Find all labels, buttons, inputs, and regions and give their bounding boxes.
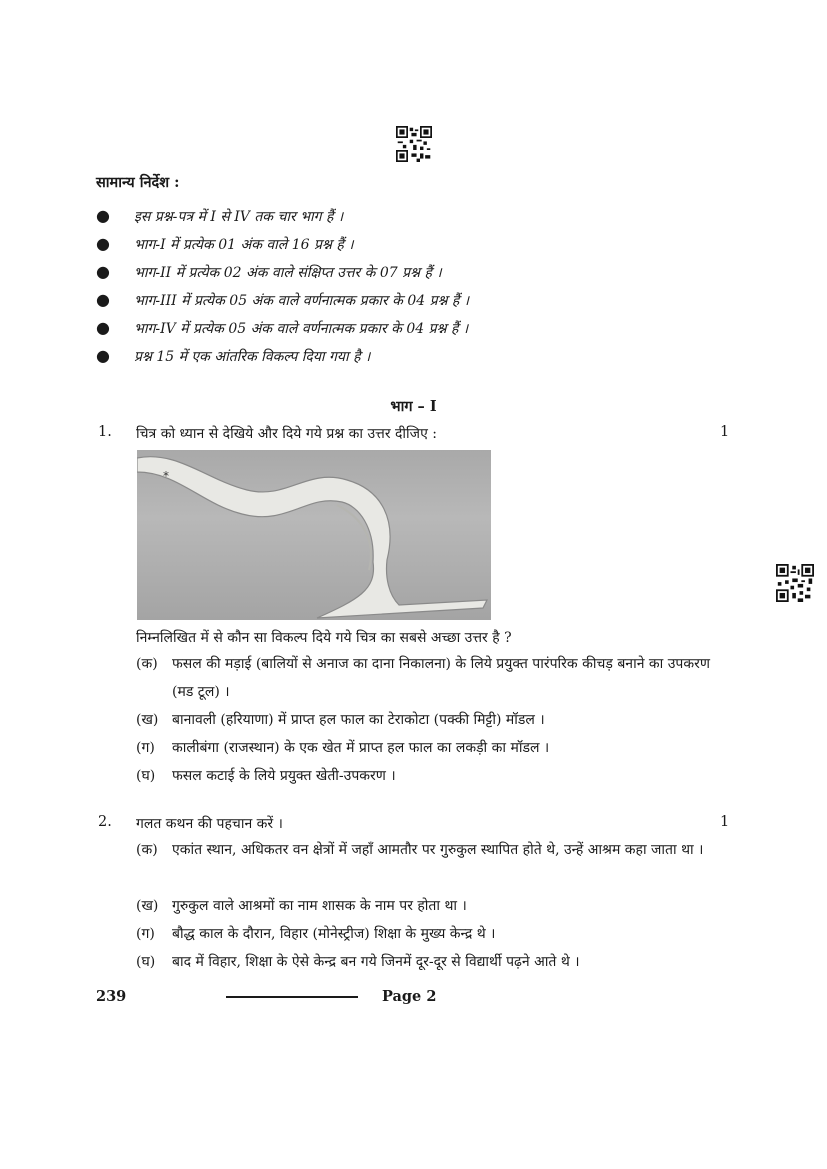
footer-divider: [226, 996, 358, 998]
bullet-icon: ●: [96, 290, 110, 309]
question-text: चित्र को ध्यान से देखिये और दिये गये प्रश्न का उत्तर दीजिए :: [136, 426, 437, 442]
qr-code-icon: [776, 564, 814, 602]
general-instructions-title: सामान्य निर्देश :: [96, 174, 180, 191]
bullet-icon: ●: [96, 206, 110, 225]
bullet-icon: ●: [96, 262, 110, 281]
option-item: (क) एकांत स्थान, अधिकतर वन क्षेत्रों में जहाँ आमतौर पर गुरुकुल स्थापित होते थे, उन्हें आश्रम कहा जाता था ।: [136, 842, 704, 858]
section-title: भाग – I: [390, 398, 437, 415]
question-number: 1.: [98, 424, 112, 440]
question-text: गलत कथन की पहचान करें ।: [136, 816, 283, 832]
qr-code-icon: [396, 126, 432, 162]
plough-shape-icon: [137, 450, 491, 620]
bullet-icon: ●: [96, 346, 110, 365]
option-item: (ख) गुरुकुल वाले आश्रमों का नाम शासक के नाम पर होता था ।: [136, 898, 467, 914]
option-item: (घ) फसल कटाई के लिये प्रयुक्त खेती-उपकरण ।: [136, 768, 396, 784]
bullet-icon: ●: [96, 318, 110, 337]
question-marks: 1: [720, 814, 730, 830]
question-number: 2.: [98, 814, 112, 830]
option-item: (घ) बाद में विहार, शिक्षा के ऐसे केन्द्र बन गये जिनमें दूर-दूर से विद्यार्थी पढ़ने आते थे ।: [136, 954, 580, 970]
option-item: (क) फसल की मड़ाई (बालियों से अनाज का दाना निकालना) के लिये प्रयुक्त पारंपरिक कीचड़ बनाने का उपकरण (मड टूल) ।: [136, 656, 710, 700]
question-marks: 1: [720, 424, 730, 440]
page-number: Page 2: [382, 988, 437, 1005]
option-item: (ग) कालीबंगा (राजस्थान) के एक खेत में प्राप्त हल फाल का लकड़ी का मॉडल ।: [136, 740, 550, 756]
option-item: (ग) बौद्ध काल के दौरान, विहार (मोनेस्ट्रीज) शिक्षा के मुख्य केन्द्र थे ।: [136, 926, 496, 942]
paper-code: 239: [96, 988, 127, 1005]
option-item: (ख) बानावली (हरियाणा) में प्राप्त हल फाल का टेराकोटा (पक्की मिट्टी) मॉडल ।: [136, 712, 545, 728]
bullet-icon: ●: [96, 234, 110, 253]
svg-text:*: *: [163, 469, 169, 483]
plough-model-photo: [137, 450, 491, 620]
question-sub-text: निम्नलिखित में से कौन सा विकल्प दिये गये चित्र का सबसे अच्छा उत्तर है ?: [136, 630, 512, 646]
